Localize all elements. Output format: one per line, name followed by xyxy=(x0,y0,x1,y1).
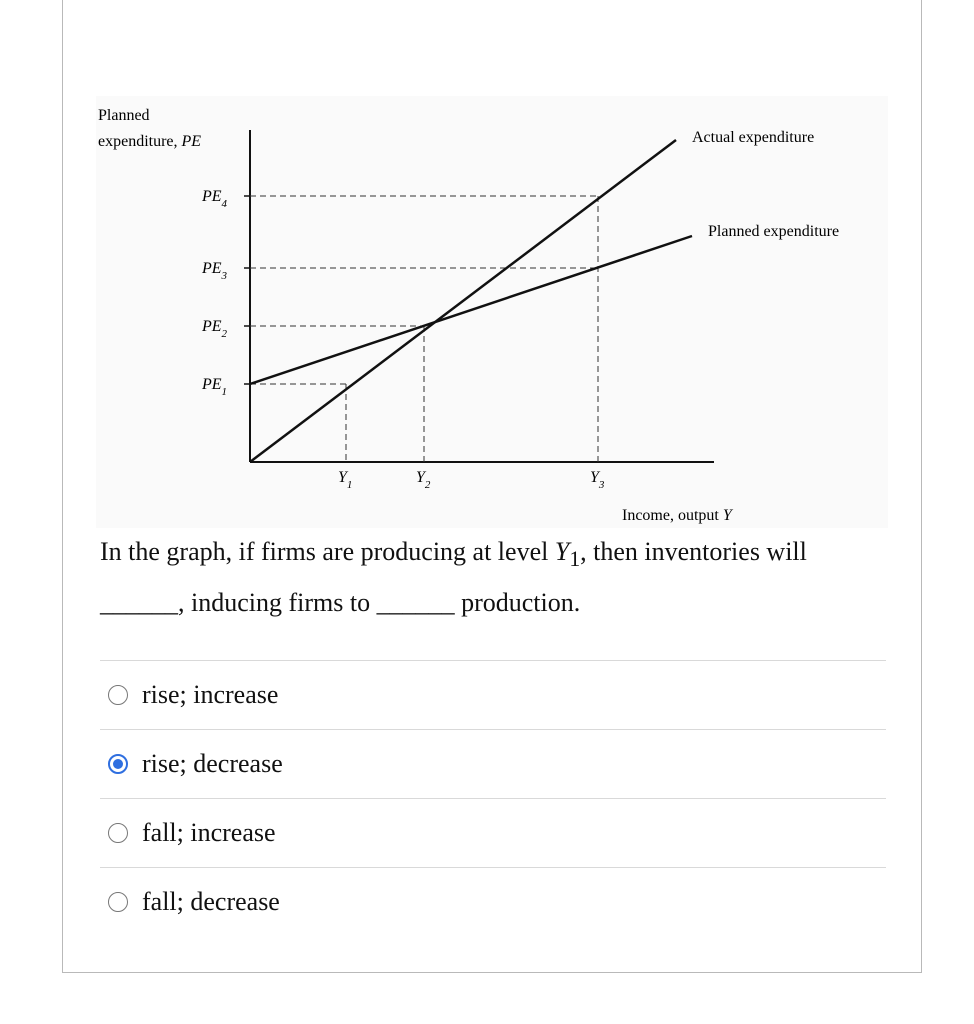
x-axis-label xyxy=(622,507,734,524)
option-rise-decrease[interactable] xyxy=(100,730,886,798)
y-tick-pe4-text-sub: 4 xyxy=(221,198,228,210)
question-text xyxy=(100,530,880,625)
option-fall-increase[interactable] xyxy=(100,799,886,867)
question-part2: , then inventories will ______, inducing firms to ______ production. xyxy=(100,537,807,618)
y-tick-pe4-text: PE xyxy=(202,188,222,205)
x-axis-label-var: Y xyxy=(722,507,732,524)
option-label: fall; decrease xyxy=(142,887,280,916)
y-axis-label-line1: Planned xyxy=(98,107,150,124)
y-axis-label-line2-text: expenditure, xyxy=(98,133,182,150)
option-label: fall; increase xyxy=(142,818,276,847)
question-part1: In the graph, if firms are producing at level xyxy=(100,537,555,566)
question-sub: 1 xyxy=(569,547,581,572)
chart xyxy=(96,96,888,528)
y-tick-pe2-text: PE xyxy=(202,318,222,335)
option-label: rise; decrease xyxy=(142,749,283,778)
x-axis-label-text: Income, output xyxy=(622,507,723,524)
option-rise-increase[interactable] xyxy=(100,661,886,729)
x-tick-y2-text: Y xyxy=(416,469,425,486)
x-tick-y3-text-sub: 3 xyxy=(598,479,605,491)
x-tick-y2-text-sub: 2 xyxy=(424,479,431,491)
y-tick-pe3-text: PE xyxy=(202,260,222,277)
radio-fall-increase[interactable] xyxy=(108,823,128,843)
radio-rise-increase[interactable] xyxy=(108,685,128,705)
question-var: Y xyxy=(554,537,570,566)
radio-fall-decrease[interactable] xyxy=(108,892,128,912)
y-tick-pe3-text-sub: 3 xyxy=(221,270,228,282)
y-axis-label-var: PE xyxy=(181,133,202,150)
chart-svg xyxy=(96,96,888,528)
x-tick-y1-text-sub: 1 xyxy=(346,479,353,491)
y-axis-label-line2 xyxy=(98,133,201,150)
x-tick-y3-text: Y xyxy=(590,469,599,486)
series-label-actual: Actual expenditure xyxy=(692,129,815,146)
y-tick-pe1-text-sub: 1 xyxy=(221,386,228,398)
option-fall-decrease[interactable] xyxy=(100,868,886,936)
y-tick-pe2-text-sub: 2 xyxy=(221,328,228,340)
option-label: rise; increase xyxy=(142,680,279,709)
x-tick-y1-text: Y xyxy=(338,469,347,486)
radio-rise-decrease[interactable] xyxy=(108,754,128,774)
chart-background xyxy=(96,96,888,528)
series-label-planned: Planned expenditure xyxy=(708,223,840,240)
y-tick-pe1-text: PE xyxy=(202,376,222,393)
